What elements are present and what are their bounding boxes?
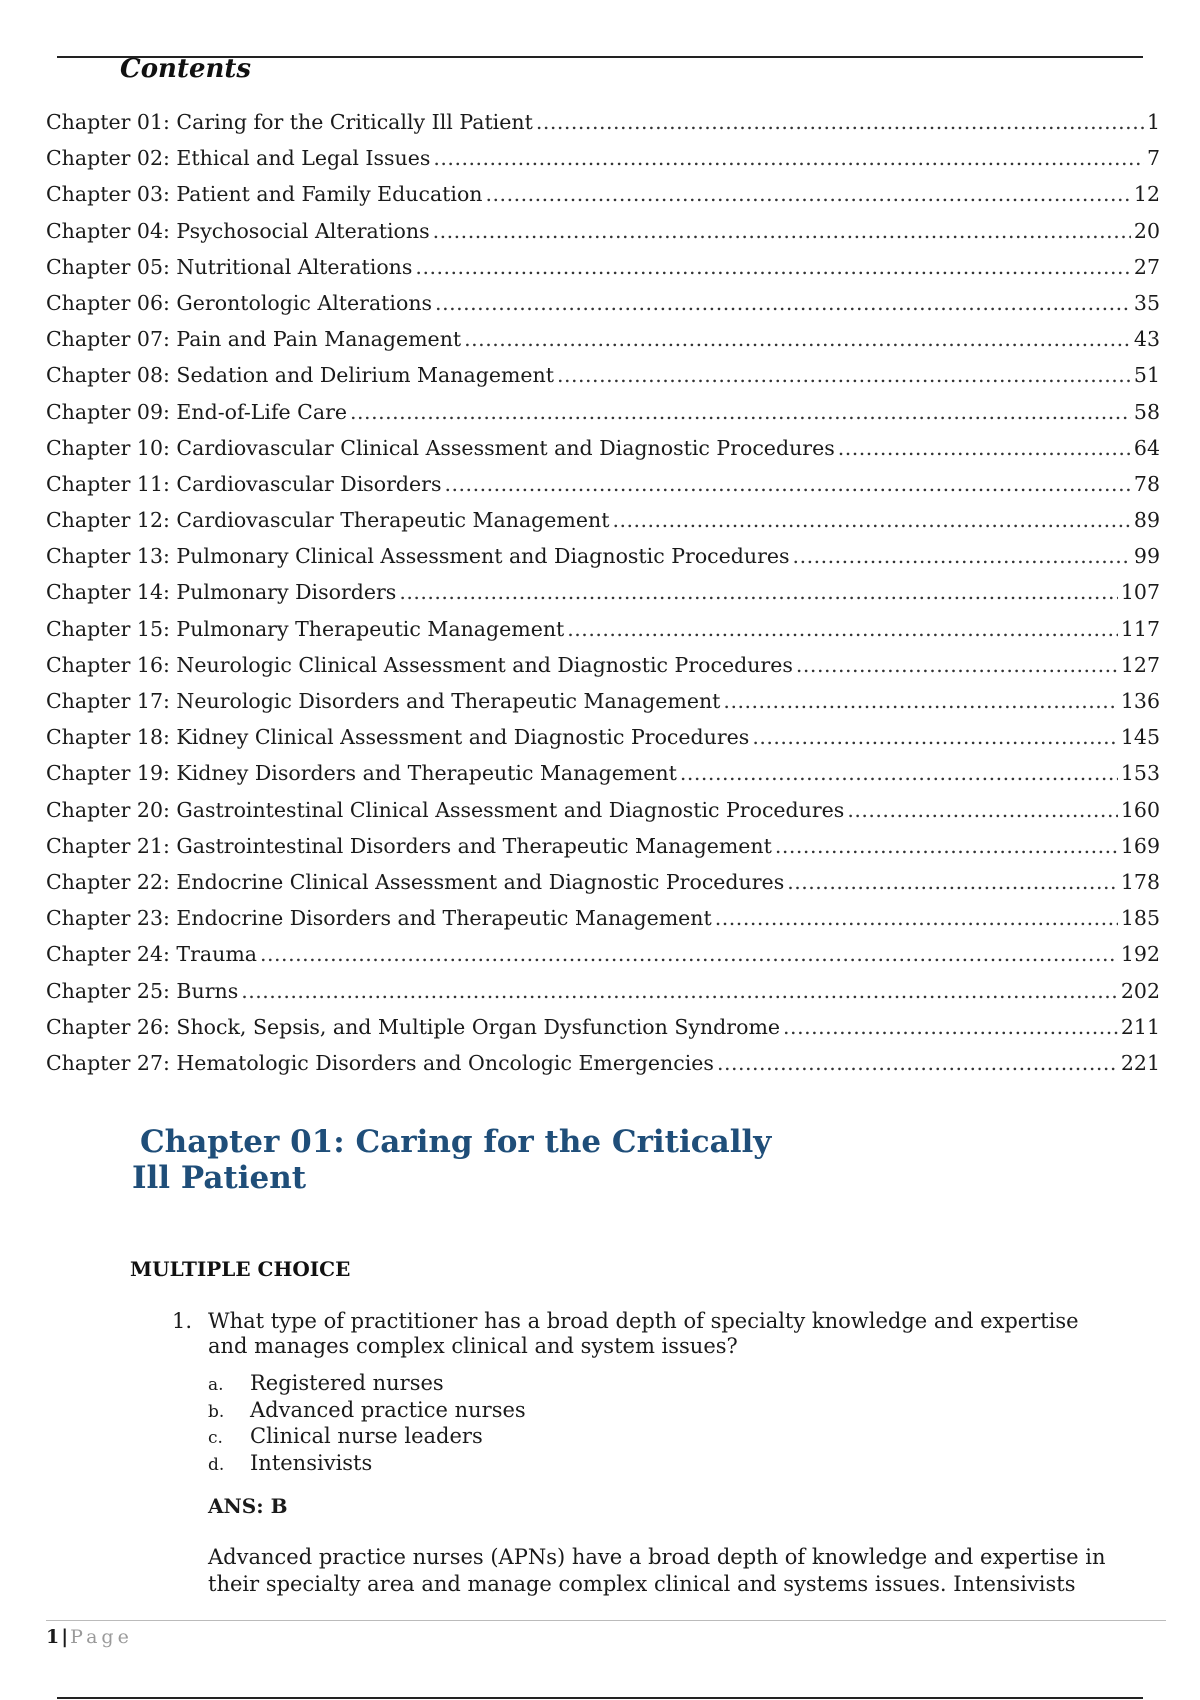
option-text: Registered nurses: [250, 1371, 444, 1395]
toc-entry-page: 136: [1120, 689, 1160, 713]
toc-entry[interactable]: [46, 725, 1160, 761]
toc-dot-leader: [838, 436, 1131, 460]
option-text: Clinical nurse leaders: [250, 1424, 483, 1448]
toc-entry[interactable]: [46, 689, 1160, 725]
toc-entry[interactable]: [46, 472, 1160, 508]
toc-entry-label: Chapter 06: Gerontologic Alterations: [46, 290, 433, 315]
toc-dot-leader: [415, 255, 1130, 279]
toc-entry-label: Chapter 14: Pulmonary Disorders: [46, 580, 397, 605]
toc-dot-leader: [536, 110, 1144, 134]
chapter-heading-line-2: Ill Patient: [132, 1160, 307, 1196]
toc-entry-label: Chapter 17: Neurologic Disorders and Therapeutic Management: [46, 689, 721, 713]
toc-entry[interactable]: [46, 798, 1160, 834]
toc-dot-leader: [486, 182, 1131, 206]
question-text: What type of practitioner has a broad depth of specialty knowledge and expertise and manages complex clinical and system issues?: [208, 1309, 1079, 1358]
toc-entry[interactable]: [46, 327, 1160, 363]
bottom-rule: [57, 1697, 1143, 1699]
toc-entry[interactable]: [46, 182, 1160, 218]
toc-entry-label: Chapter 20: Gastrointestinal Clinical Assessment and Diagnostic Procedures: [46, 797, 845, 822]
toc-dot-leader: [793, 544, 1131, 568]
toc-entry[interactable]: [46, 508, 1160, 544]
toc-dot-leader: [723, 689, 1117, 713]
toc-dot-leader: [612, 508, 1130, 532]
footer-page-number: 1: [46, 1626, 60, 1648]
toc-entry-label: Chapter 04: Psychosocial Alterations: [46, 218, 430, 243]
toc-entry-page: 211: [1120, 1014, 1160, 1039]
toc-entry[interactable]: [46, 1015, 1160, 1051]
toc-dot-leader: [464, 327, 1131, 351]
toc-entry-page: 153: [1120, 761, 1160, 786]
option-d: [208, 1451, 1108, 1478]
toc-entry-label: Chapter 07: Pain and Pain Management: [46, 327, 462, 352]
toc-entry-label: Chapter 12: Cardiovascular Therapeutic Management: [46, 508, 610, 533]
toc-dot-leader: [796, 653, 1118, 677]
toc-entry-label: Chapter 25: Burns: [46, 978, 239, 1003]
toc-entry-page: 169: [1120, 833, 1160, 858]
toc-entry-label: Chapter 02: Ethical and Legal Issues: [46, 146, 431, 171]
toc-entry-page: 12: [1133, 182, 1160, 207]
toc-entry-page: 117: [1120, 616, 1160, 641]
option-text: Intensivists: [250, 1450, 373, 1475]
toc-dot-leader: [399, 580, 1118, 604]
option-b: [208, 1398, 1108, 1425]
toc-entry[interactable]: [46, 363, 1160, 399]
option-letter: d.: [208, 1454, 225, 1475]
toc-dot-leader: [775, 834, 1118, 858]
toc-entry[interactable]: [46, 291, 1160, 327]
toc-dot-leader: [567, 617, 1118, 641]
toc-entry-label: Chapter 18: Kidney Clinical Assessment and Diagnostic Procedures: [46, 725, 750, 750]
toc-dot-leader: [715, 906, 1118, 930]
chapter-heading: [132, 1124, 771, 1196]
toc-dot-leader: [783, 1015, 1118, 1039]
toc-entry-page: 145: [1120, 725, 1160, 750]
toc-entry[interactable]: [46, 110, 1160, 146]
toc-entry[interactable]: [46, 544, 1160, 580]
toc-dot-leader: [260, 942, 1118, 966]
footer-rule: [46, 1620, 1166, 1621]
toc-entry-page: 7: [1146, 146, 1160, 171]
toc-entry[interactable]: [46, 219, 1160, 255]
toc-entry-label: Chapter 10: Cardiovascular Clinical Assessment and Diagnostic Procedures: [46, 435, 835, 460]
toc-entry-label: Chapter 03: Patient and Family Education: [46, 182, 483, 207]
toc-entry-page: 221: [1120, 1050, 1160, 1075]
toc-entry[interactable]: [46, 146, 1160, 182]
toc-entry-label: Chapter 26: Shock, Sepsis, and Multiple Organ Dysfunction Syndrome: [46, 1014, 781, 1039]
toc-entry-label: Chapter 15: Pulmonary Therapeutic Management: [46, 616, 565, 641]
toc-entry-page: 89: [1133, 508, 1160, 533]
toc-entry-page: 35: [1133, 290, 1160, 315]
answer-options: [208, 1371, 1108, 1477]
toc-entry-label: Chapter 16: Neurologic Clinical Assessment and Diagnostic Procedures: [46, 652, 793, 677]
toc-entry-page: 1: [1146, 110, 1160, 134]
toc-dot-leader: [680, 761, 1118, 785]
toc-entry-page: 43: [1133, 327, 1160, 352]
toc-dot-leader: [433, 146, 1144, 170]
option-letter: c.: [208, 1428, 223, 1448]
toc-entry[interactable]: [46, 1051, 1160, 1087]
toc-entry[interactable]: [46, 653, 1160, 689]
toc-entry[interactable]: [46, 761, 1160, 797]
toc-entry-label: Chapter 13: Pulmonary Clinical Assessment and Diagnostic Procedures: [46, 544, 790, 569]
option-a: [208, 1371, 1108, 1398]
toc-entry-label: Chapter 24: Trauma: [46, 942, 257, 967]
toc-entry-label: Chapter 11: Cardiovascular Disorders: [46, 471, 442, 496]
toc-entry[interactable]: [46, 400, 1160, 436]
toc-entry-page: 51: [1133, 363, 1160, 388]
toc-entry[interactable]: [46, 617, 1160, 653]
toc-entry-label: Chapter 05: Nutritional Alterations: [46, 254, 413, 279]
toc-dot-leader: [557, 363, 1131, 387]
section-title: MULTIPLE CHOICE: [130, 1257, 351, 1281]
toc-entry-label: Chapter 19: Kidney Disorders and Therapeutic Management: [46, 761, 677, 786]
toc-entry[interactable]: [46, 255, 1160, 291]
footer-separator: |: [61, 1626, 69, 1648]
option-letter: b.: [208, 1401, 225, 1422]
question-number: 1.: [172, 1309, 193, 1333]
toc-dot-leader: [241, 979, 1118, 1003]
toc-entry-page: 107: [1120, 580, 1160, 605]
footer-page-word: Page: [70, 1626, 133, 1648]
toc-entry[interactable]: [46, 979, 1160, 1015]
rationale-text: Advanced practice nurses (APNs) have a broad depth of knowledge and expertise in their specialty area and manage complex clinical and systems issues. Intensivists: [208, 1545, 1106, 1596]
toc-entry[interactable]: [46, 870, 1160, 906]
toc-dot-leader: [752, 725, 1118, 749]
toc-entry[interactable]: [46, 906, 1160, 942]
toc-entry-page: 58: [1133, 399, 1160, 424]
toc-entry-label: Chapter 09: End-of-Life Care: [46, 399, 348, 424]
toc-entry-page: 178: [1120, 869, 1160, 894]
toc-entry-page: 202: [1120, 978, 1160, 1003]
toc-entry-label: Chapter 08: Sedation and Delirium Management: [46, 363, 554, 388]
toc-dot-leader: [445, 472, 1131, 496]
toc-entry-label: Chapter 01: Caring for the Critically Ill Patient: [46, 110, 533, 134]
toc-entry-page: 99: [1133, 544, 1160, 569]
option-letter: a.: [208, 1375, 224, 1395]
toc-dot-leader: [435, 291, 1131, 315]
toc-entry[interactable]: [46, 942, 1160, 978]
toc-entry-page: 20: [1133, 218, 1160, 243]
option-c: [208, 1424, 1108, 1451]
toc-dot-leader: [350, 400, 1131, 424]
toc-dot-leader: [433, 219, 1131, 243]
toc-entry[interactable]: [46, 436, 1160, 472]
toc-entry-page: 160: [1120, 797, 1160, 822]
toc-entry-page: 185: [1120, 906, 1160, 931]
toc-entry-label: Chapter 21: Gastrointestinal Disorders and Therapeutic Management: [46, 833, 772, 858]
toc-entry[interactable]: [46, 834, 1160, 870]
toc-entry-page: 64: [1133, 435, 1160, 460]
toc-entry-page: 127: [1120, 652, 1160, 677]
toc-entry-label: Chapter 23: Endocrine Disorders and Therapeutic Management: [46, 906, 712, 931]
contents-title: Contents: [120, 54, 252, 84]
toc-entry[interactable]: [46, 580, 1160, 616]
toc-entry-page: 78: [1133, 471, 1160, 496]
chapter-heading-line-1: Chapter 01: Caring for the Critically: [140, 1124, 772, 1160]
answer-key: ANS: B: [208, 1494, 288, 1518]
option-text: Advanced practice nurses: [250, 1397, 526, 1422]
toc-entry-page: 192: [1120, 942, 1160, 967]
toc-entry-page: 27: [1133, 254, 1160, 279]
toc-dot-leader: [717, 1051, 1118, 1075]
page-footer: [46, 1626, 133, 1648]
toc-dot-leader: [847, 798, 1118, 822]
table-of-contents: [46, 110, 1160, 1087]
toc-entry-label: Chapter 22: Endocrine Clinical Assessment and Diagnostic Procedures: [46, 869, 785, 894]
toc-dot-leader: [787, 870, 1118, 894]
toc-entry-label: Chapter 27: Hematologic Disorders and Oncologic Emergencies: [46, 1050, 714, 1075]
